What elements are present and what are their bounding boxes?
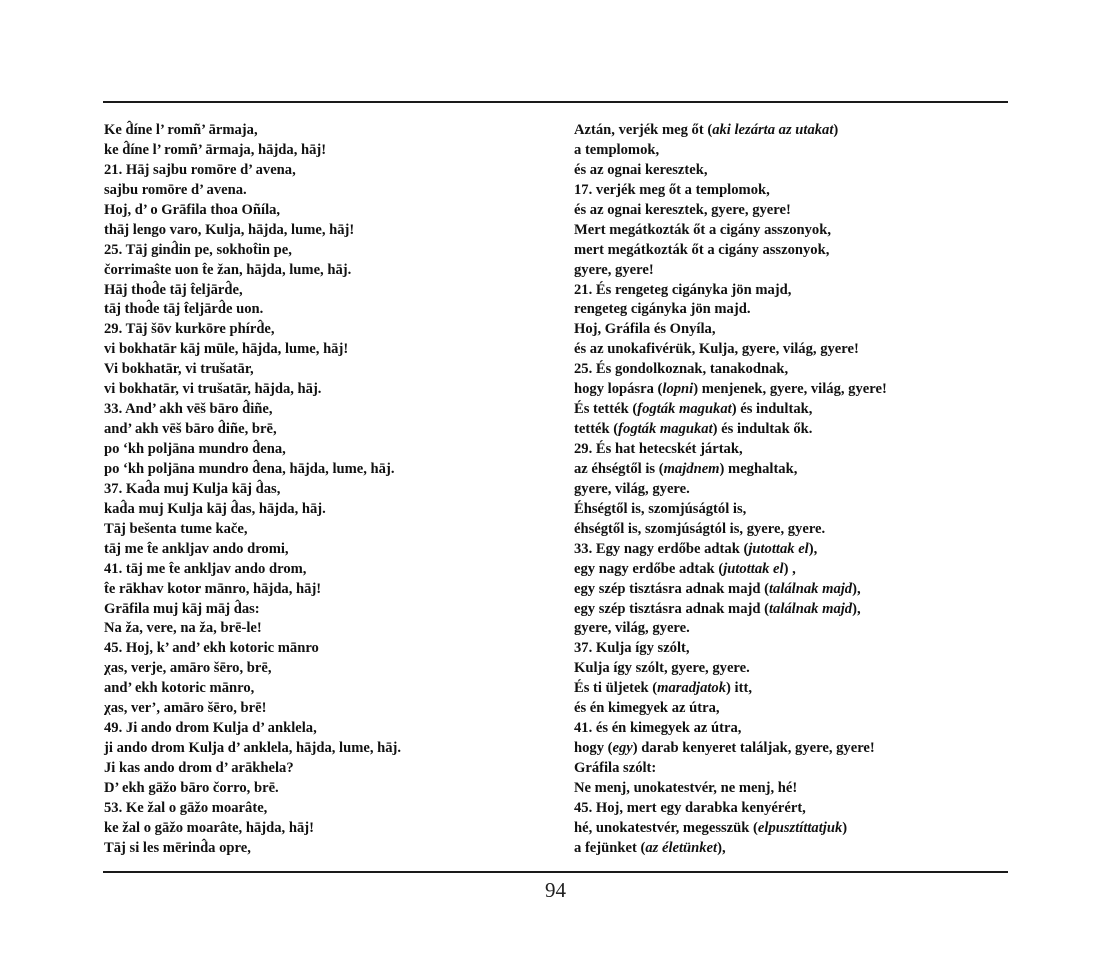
translation-verse-line: [574, 719, 1004, 739]
translation-verse-line: [574, 420, 1004, 440]
line-segment: egy nagy erdőbe adtak (: [574, 560, 724, 577]
romani-verse-line: po ‘kh poljāna mundro d̂ena,: [104, 441, 286, 457]
italic-gloss: aki lezárta az utakat: [712, 122, 834, 138]
translation-verse-line: [574, 619, 1004, 639]
line-segment: 25. És gondolkoznak, tanakodnak,: [574, 361, 789, 378]
italic-gloss: majdnem: [663, 460, 720, 477]
romani-verse-line: Ke d̂íne l’ romñ’ ārmaja,: [104, 122, 258, 138]
romani-verse-line: 41. tāj me t̂e ankljav ando drom,: [104, 560, 307, 577]
romani-verse-line: 29. Tāj šōv kurkōre phírd̂e,: [104, 321, 275, 338]
translation-verse-line: [574, 540, 1004, 560]
romani-verse-line: 53. Ke žal o gāžo moarâte,: [104, 799, 268, 816]
romani-verse-line: Hoj, d’ o Grāfila thoa Oñíla,: [104, 201, 281, 218]
line-segment: És tették (: [574, 401, 638, 418]
top-rule: [103, 101, 1008, 103]
line-segment: 21. És rengeteg cigányka jön majd,: [574, 281, 792, 298]
line-segment: egy szép tisztásra adnak majd (: [574, 580, 769, 597]
line-segment: éhségtől is, szomjúságtól is, gyere, gyere.: [574, 520, 826, 537]
line-segment: hogy (: [574, 740, 613, 757]
line-segment: a templomok,: [574, 141, 660, 158]
italic-gloss: fogták magukat: [637, 401, 732, 418]
hungarian-translation-column: [574, 121, 1004, 859]
romani-verse-line: Tāj si les mērind̂a opre,: [104, 839, 251, 856]
translation-verse-line: [574, 779, 1004, 799]
translation-verse-line: [574, 460, 1004, 480]
romani-verse-line: χas, ver’, amāro šēro, brē!: [104, 700, 267, 717]
translation-verse-line: [574, 520, 1004, 540]
line-segment: ): [842, 819, 848, 836]
romani-verse-line: Grāfila muj kāj māj d̂as:: [104, 600, 260, 617]
romani-verse-line: t̂e rākhav kotor mānro, hājda, hāj!: [104, 580, 322, 597]
line-segment: 17. verjék meg őt a templomok,: [574, 181, 770, 198]
romani-verse-line: po ‘kh poljāna mundro d̂ena, hājda, lume, hāj.: [104, 460, 395, 477]
line-segment: ) és indultak,: [731, 401, 813, 418]
translation-verse-line: [574, 340, 1004, 360]
translation-verse-line: [574, 141, 1004, 161]
translation-verse-line: [574, 639, 1004, 659]
line-segment: ),: [852, 600, 861, 617]
line-segment: ) menjenek, gyere, világ, gyere!: [693, 381, 887, 398]
line-segment: ),: [717, 839, 726, 856]
italic-gloss: elpusztíttatjuk: [757, 819, 843, 836]
translation-verse-line: [574, 400, 1004, 420]
line-segment: 29. És hat hetecskét jártak,: [574, 441, 743, 457]
line-segment: gyere, világ, gyere.: [574, 620, 690, 637]
line-segment: ) és indultak ők.: [712, 421, 813, 438]
translation-verse-line: [574, 221, 1004, 241]
translation-verse-line: [574, 300, 1004, 320]
line-segment: Aztán, verjék meg őt (: [574, 122, 713, 138]
romani-verse-line: 37. Kad̂a muj Kulja kāj d̂as,: [104, 480, 281, 497]
translation-verse-line: [574, 201, 1004, 221]
translation-verse-line: [574, 320, 1004, 340]
romani-verse-line: tāj thod̂e tāj t̂eljārd̂e uon.: [104, 301, 264, 318]
translation-verse-line: [574, 480, 1004, 500]
line-segment: Kulja így szólt, gyere, gyere.: [574, 660, 750, 677]
romani-verse-line: ke žal o gāžo moarâte, hājda, hāj!: [104, 819, 314, 836]
line-segment: 45. Hoj, mert egy darabka kenyérért,: [574, 799, 806, 816]
line-segment: Gráfila szólt:: [574, 760, 657, 776]
translation-verse-line: [574, 281, 1004, 301]
line-segment: egy szép tisztásra adnak majd (: [574, 600, 769, 617]
line-segment: ) ,: [783, 560, 796, 577]
line-segment: és az ognai keresztek,: [574, 161, 708, 178]
line-segment: tették (: [574, 421, 619, 438]
romani-verse-line: ke d̂íne l’ romñ’ ārmaja, hājda, hāj!: [104, 141, 327, 158]
italic-gloss: találnak majd: [768, 580, 853, 597]
romani-verse-line: ji ando drom Kulja d’ anklela, hājda, lume, hāj.: [104, 740, 402, 757]
translation-verse-line: [574, 799, 1004, 819]
translation-verse-line: [574, 659, 1004, 679]
page-number: 94: [545, 878, 566, 902]
romani-verse-line: vi bokhatār kāj mūle, hājda, lume, hāj!: [104, 341, 349, 358]
line-segment: És ti üljetek (: [574, 680, 658, 697]
romani-text-column: [104, 121, 544, 859]
line-segment: Mert megátkozták őt a cigány asszonyok,: [574, 221, 831, 238]
romani-verse-line: Vi bokhatār, vi trušatār,: [104, 361, 254, 378]
line-segment: ),: [852, 580, 861, 597]
translation-verse-line: [574, 121, 1004, 141]
translation-verse-line: [574, 440, 1004, 460]
italic-gloss: találnak majd: [768, 600, 853, 617]
line-segment: hé, unokatestvér, megesszük (: [574, 819, 758, 836]
romani-verse-line: Ji kas ando drom d’ arākhela?: [104, 760, 294, 776]
bottom-rule: [103, 871, 1008, 873]
italic-gloss: az életünket: [645, 839, 718, 856]
line-segment: a fejünket (: [574, 839, 646, 856]
romani-verse-line: thāj lengo varo, Kulja, hājda, lume, hāj!: [104, 221, 355, 238]
line-segment: Ne menj, unokatestvér, ne menj, hé!: [574, 779, 798, 796]
translation-verse-line: [574, 679, 1004, 699]
translation-verse-line: [574, 500, 1004, 520]
line-segment: és én kimegyek az útra,: [574, 700, 720, 717]
line-segment: ),: [808, 540, 818, 557]
line-segment: hogy lopásra (: [574, 381, 663, 398]
line-segment: 41. és én kimegyek az útra,: [574, 720, 742, 737]
translation-verse-line: [574, 181, 1004, 201]
italic-gloss: jutottak el: [723, 560, 784, 577]
translation-verse-line: [574, 580, 1004, 600]
line-segment: 33. Egy nagy erdőbe adtak (: [574, 540, 749, 557]
translation-verse-line: [574, 360, 1004, 380]
line-segment: Hoj, Gráfila és Onyíla,: [574, 321, 716, 338]
translation-verse-line: [574, 560, 1004, 580]
italic-gloss: jutottak el: [748, 540, 809, 557]
romani-verse-line: Na ža, vere, na ža, brē-le!: [104, 620, 262, 637]
romani-verse-line: sajbu romōre d’ avena.: [104, 181, 247, 198]
romani-verse-line: D’ ekh gāžo bāro čorro, brē.: [104, 779, 279, 796]
italic-gloss: fogták magukat: [618, 421, 713, 438]
line-segment: az éhségtől is (: [574, 460, 664, 477]
romani-verse-line: 25. Tāj gind̂in pe, sokhot̂in pe,: [104, 241, 292, 258]
translation-verse-line: [574, 739, 1004, 759]
romani-verse-line: čorrimaŝte uon t̂e žan, hājda, lume, hāj.: [104, 261, 352, 278]
romani-verse-line: 33. And’ akh vēš bāro d̂iñe,: [104, 401, 273, 418]
line-segment: Éhségtől is, szomjúságtól is,: [574, 500, 747, 517]
line-segment: és az ognai keresztek, gyere, gyere!: [574, 201, 791, 218]
translation-verse-line: [574, 380, 1004, 400]
translation-verse-line: [574, 161, 1004, 181]
italic-gloss: egy: [612, 740, 633, 757]
italic-gloss: lopni: [662, 381, 694, 398]
line-segment: és az unokafivérük, Kulja, gyere, világ, gyere!: [574, 341, 859, 358]
translation-verse-line: [574, 839, 1004, 859]
romani-verse-line: 45. Hoj, k’ and’ ekh kotoric mānro: [104, 640, 319, 657]
romani-verse-line: and’ ekh kotoric mānro,: [104, 680, 255, 697]
line-segment: ) itt,: [726, 680, 752, 697]
romani-verse-line: tāj me t̂e ankljav ando dromi,: [104, 540, 289, 557]
line-segment: mert megátkozták őt a cigány asszonyok,: [574, 241, 830, 258]
line-segment: rengeteg cigányka jön majd.: [574, 301, 751, 318]
line-segment: ): [833, 122, 839, 138]
translation-verse-line: [574, 261, 1004, 281]
romani-verse-line: 49. Ji ando drom Kulja d’ anklela,: [104, 720, 317, 737]
translation-verse-line: [574, 600, 1004, 620]
line-segment: gyere, gyere!: [574, 261, 654, 278]
romani-verse-line: 21. Hāj sajbu romōre d’ avena,: [104, 161, 296, 178]
translation-verse-line: [574, 241, 1004, 261]
romani-verse-line: kad̂a muj Kulja kāj d̂as, hājda, hāj.: [104, 500, 326, 517]
translation-verse-line: [574, 699, 1004, 719]
romani-verse-line: Hāj thod̂e tāj t̂eljārd̂e,: [104, 281, 243, 298]
line-segment: ) darab kenyeret találjak, gyere, gyere!: [632, 740, 875, 757]
line-segment: ) meghaltak,: [719, 460, 798, 477]
romani-verse-line: Tāj bešenta tume kače,: [104, 520, 248, 537]
translation-verse-line: [574, 819, 1004, 839]
line-segment: gyere, világ, gyere.: [574, 480, 690, 497]
line-segment: 37. Kulja így szólt,: [574, 640, 690, 657]
translation-verse-line: [574, 759, 1004, 779]
romani-verse-line: and’ akh vēš bāro d̂iñe, brē,: [104, 421, 277, 438]
romani-verse-line: vi bokhatār, vi trušatār, hājda, hāj.: [104, 381, 322, 398]
italic-gloss: maradjatok: [657, 680, 727, 697]
romani-verse-line: χas, verje, amāro šēro, brē,: [104, 660, 272, 677]
